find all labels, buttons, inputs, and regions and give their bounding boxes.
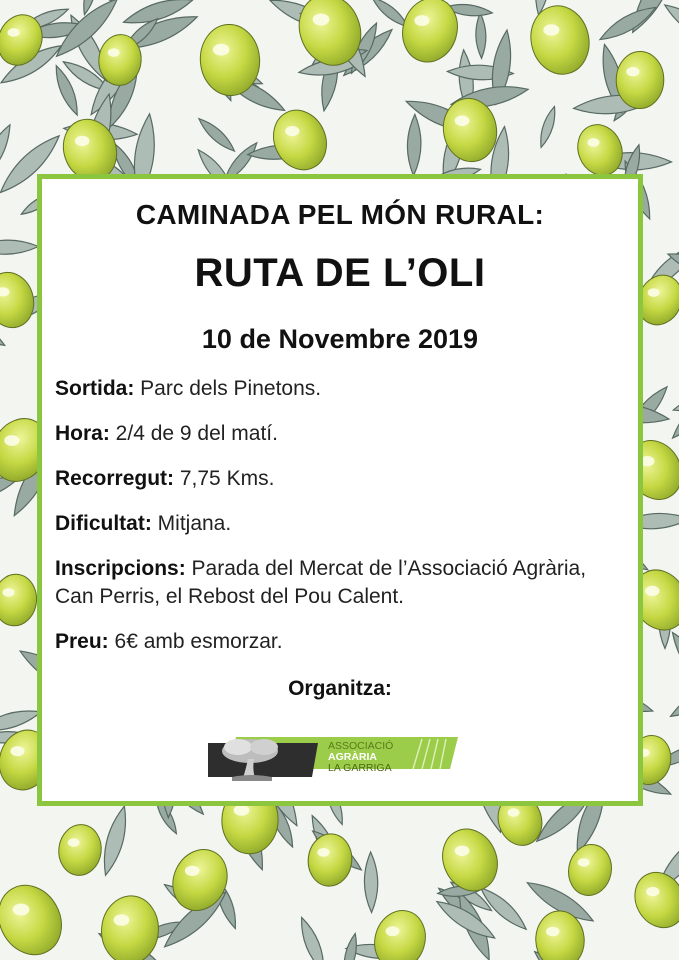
olive-highlight [626,67,639,77]
logo-text-line-1: ASSOCIACIÓ [328,740,394,752]
olive-highlight [13,904,30,916]
olive-highlight [313,14,330,26]
olive-highlight [646,887,659,897]
detail-inscripcions [55,555,630,611]
detail-label: Sortida: [55,377,135,400]
detail-value: Mitjana. [151,512,232,535]
olive-highlight [455,845,470,856]
olive-highlight [508,808,520,817]
detail-label: Hora: [55,422,110,445]
detail-hora [55,420,630,448]
association-logo [208,729,460,789]
olive-highlight [587,138,599,147]
olive-highlight [75,136,90,146]
olive-highlight [455,115,470,126]
detail-sortida [55,375,630,403]
detail-recorregut [55,465,630,493]
organizer-label: Organitza: [288,677,392,700]
olive-highlight [108,48,120,56]
detail-label: Recorregut: [55,467,175,490]
olive-highlight [645,586,659,596]
event-date: 10 de Novembre 2019 [201,324,479,354]
detail-value: 7,75 Kms. [174,467,275,490]
detail-dificultat [55,510,630,538]
detail-label: Dificultat: [55,512,152,535]
detail-label: Preu: [55,630,109,653]
olive-highlight [234,805,250,816]
olive-highlight [414,15,429,26]
olive-highlight [648,288,660,296]
olive-highlight [546,927,560,937]
detail-value: Parada del Mercat de l’Associació Agrària, Can Perris, el Rebost del Pou Calent. [55,557,587,608]
logo-text-line-3: LA GARRIGA [328,762,392,774]
logo-text-line-2: AGRÀRIA [328,751,377,763]
detail-value: 2/4 de 9 del matí. [109,422,278,445]
title-line-2: RUTA DE L’OLI [194,251,486,295]
olive-highlight [10,746,24,756]
olive-highlight [213,44,230,56]
detail-preu [55,628,630,656]
olive-highlight [114,914,130,925]
olive-highlight [4,435,19,446]
olive-highlight [543,24,559,35]
olive-highlight [285,126,299,136]
olive-highlight [3,588,15,597]
event-card [37,174,643,806]
detail-label: Inscripcions: [55,557,186,580]
detail-value: Parc dels Pinetons. [134,377,322,400]
olive-shape [616,51,665,109]
olive-highlight [317,848,329,857]
olive-highlight [578,858,590,867]
olive-highlight [185,866,200,876]
olive-highlight [8,28,20,37]
event-details [55,375,630,673]
title-line-1: CAMINADA PEL MÓN RURAL: [135,199,545,230]
olive-highlight [386,926,400,936]
detail-value: 6€ amb esmorzar. [108,630,283,653]
olive-highlight [68,838,80,846]
